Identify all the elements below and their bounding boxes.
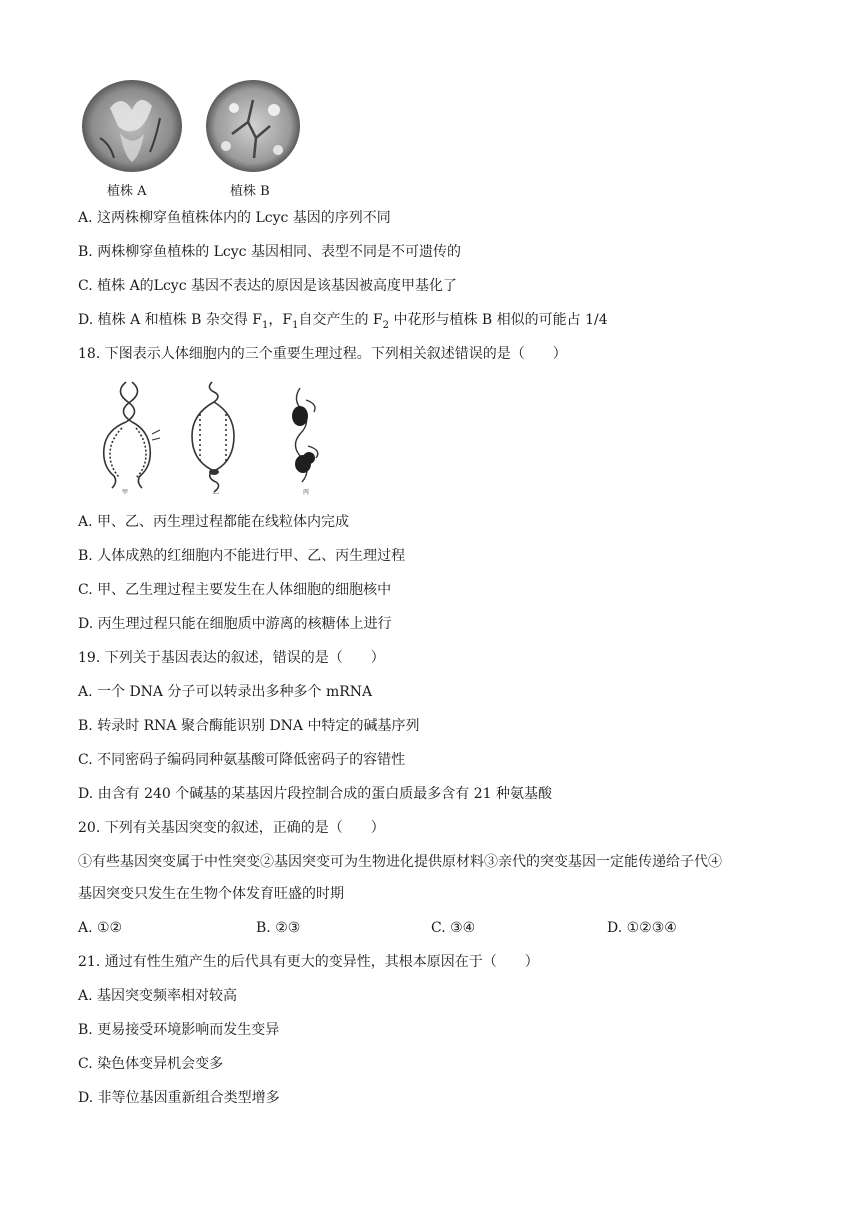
q17-d-text-2: ，F	[268, 312, 293, 328]
q19-option-a: A. 一个 DNA 分子可以转录出多种多个 mRNA	[78, 684, 373, 700]
q18-option-b: B. 人体成熟的红细胞内不能进行甲、乙、丙生理过程	[78, 548, 406, 564]
q20-option-c: C. ③④	[431, 920, 476, 936]
q17-d-sub-1: 1	[262, 319, 269, 331]
q20-body-line2: 基因突变只发生在生物个体发育旺盛的时期	[78, 886, 344, 902]
q19-option-d: D. 由含有 240 个碱基的某基因片段控制合成的蛋白质最多含有 21 种氨基酸	[78, 786, 552, 802]
q20-option-a: A. ①②	[78, 920, 123, 936]
q17-option-b: B. 两株柳穿鱼植株的 Lcyc 基因相同、表型不同是不可遗传的	[78, 244, 461, 260]
q21-stem: 21. 通过有性生殖产生的后代具有更大的变异性，其根本原因在于（ ）	[78, 954, 539, 970]
q17-option-c: C. 植株 A的Lcyc 基因不表达的原因是该基因被高度甲基化了	[78, 278, 458, 294]
caption-plant-a: 植株 A	[107, 184, 147, 199]
q17-d-sub-2: 1	[292, 319, 299, 331]
fig-label-bing: 丙	[303, 489, 310, 496]
replication-diagram	[104, 382, 160, 488]
q20-option-d: D. ①②③④	[607, 920, 677, 936]
q17-d-text-1: D. 植株 A 和植株 B 杂交得 F	[78, 312, 262, 328]
q21-option-a: A. 基因突变频率相对较高	[78, 988, 238, 1004]
fig-label-jia: 甲	[122, 489, 129, 496]
caption-plant-b: 植株 B	[230, 184, 270, 199]
flower-photo-a	[80, 78, 184, 178]
q20-option-b: B. ②③	[256, 920, 301, 936]
q18-option-a: A. 甲、乙、丙生理过程都能在线粒体内完成	[78, 514, 350, 530]
q20-stem: 20. 下列有关基因突变的叙述，正确的是（ ）	[78, 820, 385, 836]
figure-q18	[88, 378, 338, 496]
q19-option-b: B. 转录时 RNA 聚合酶能识别 DNA 中特定的碱基序列	[78, 718, 420, 734]
q17-option-a: A. 这两株柳穿鱼植株体内的 Lcyc 基因的序列不同	[78, 210, 391, 226]
molecular-process-diagram	[88, 378, 338, 496]
q21-option-d: D. 非等位基因重新组合类型增多	[78, 1090, 280, 1106]
q19-option-c: C. 不同密码子编码同种氨基酸可降低密码子的容错性	[78, 752, 406, 768]
flower-photo-b	[204, 78, 302, 178]
q19-stem: 19. 下列关于基因表达的叙述，错误的是（ ）	[78, 650, 385, 666]
q21-option-b: B. 更易接受环境影响而发生变异	[78, 1022, 280, 1038]
q17-d-text-4: 中花形与植株 B 相似的可能占 1/4	[389, 312, 608, 328]
fig-label-yi: 乙	[213, 489, 220, 496]
q18-option-d: D. 丙生理过程只能在细胞质中游离的核糖体上进行	[78, 616, 392, 632]
q17-d-text-3: 自交产生的 F	[298, 312, 383, 328]
q17-option-d	[78, 311, 608, 335]
figure-plant-a	[80, 78, 184, 178]
q21-option-c: C. 染色体变异机会变多	[78, 1056, 224, 1072]
q17-d-sub-3: 2	[382, 319, 390, 331]
figure-plant-b	[204, 78, 302, 178]
q18-option-c: C. 甲、乙生理过程主要发生在人体细胞的细胞核中	[78, 582, 392, 598]
q18-stem: 18. 下图表示人体细胞内的三个重要生理过程。下列相关叙述错误的是（ ）	[78, 346, 567, 362]
q20-body-line1: ①有些基因突变属于中性突变②基因突变可为生物进化提供原材料③亲代的突变基因一定能传递给子代④	[78, 854, 722, 870]
transcription-diagram	[192, 382, 234, 492]
